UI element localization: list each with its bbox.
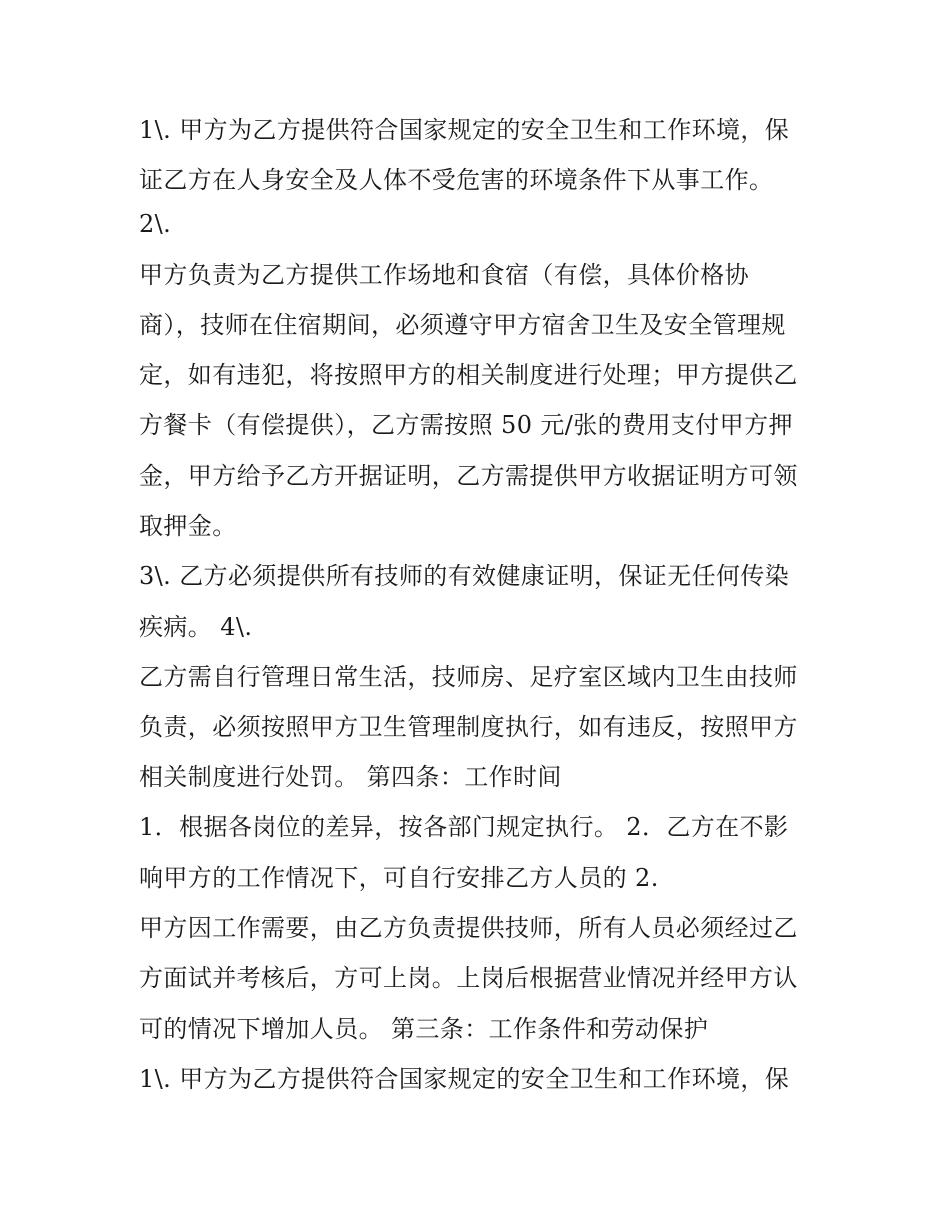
text-line: 1．根据各岗位的差异，按各部门规定执行。 2．乙方在不影 [139, 813, 789, 841]
text-line: 金，甲方给予乙方开据证明，乙方需提供甲方收据证明方可领 [139, 462, 798, 490]
text-line: 证乙方在人身安全及人体不受危害的环境条件下从事工作。 [139, 166, 774, 194]
text-line: 甲方因工作需要，由乙方负责提供技师，所有人员必须经过乙 [139, 914, 798, 942]
text-line: 乙方需自行管理日常生活，技师房、足疗室区域内卫生由技师 [139, 663, 798, 691]
text-line: 1\. 甲方为乙方提供符合国家规定的安全卫生和工作环境，保 [139, 116, 790, 144]
text-line: 疾病。 4\. [139, 613, 253, 641]
text-line: 2\. [139, 210, 172, 238]
text-line: 方餐卡（有偿提供），乙方需按照 50 元/张的费用支付甲方押 [139, 411, 793, 439]
text-line: 取押金。 [139, 512, 237, 540]
text-line: 响甲方的工作情况下，可自行安排乙方人员的 2. [139, 864, 659, 892]
text-line: 负责，必须按照甲方卫生管理制度执行，如有违反，按照甲方 [139, 713, 798, 741]
text-line: 相关制度进行处罚。 第四条：工作时间 [139, 763, 562, 791]
text-line: 1\. 甲方为乙方提供符合国家规定的安全卫生和工作环境，保 [139, 1065, 790, 1093]
text-line: 方面试并考核后，方可上岗。上岗后根据营业情况并经甲方认 [139, 964, 798, 992]
text-line: 定，如有违犯，将按照甲方的相关制度进行处理；甲方提供乙 [139, 361, 798, 389]
text-line: 可的情况下增加人员。 第三条：工作条件和劳动保护 [139, 1015, 709, 1043]
text-line: 甲方负责为乙方提供工作场地和食宿（有偿，具体价格协 [139, 261, 749, 289]
text-line: 商），技师在住宿期间，必须遵守甲方宿舍卫生及安全管理规 [139, 311, 786, 339]
text-line: 3\. 乙方必须提供所有技师的有效健康证明，保证无任何传染 [139, 562, 790, 590]
